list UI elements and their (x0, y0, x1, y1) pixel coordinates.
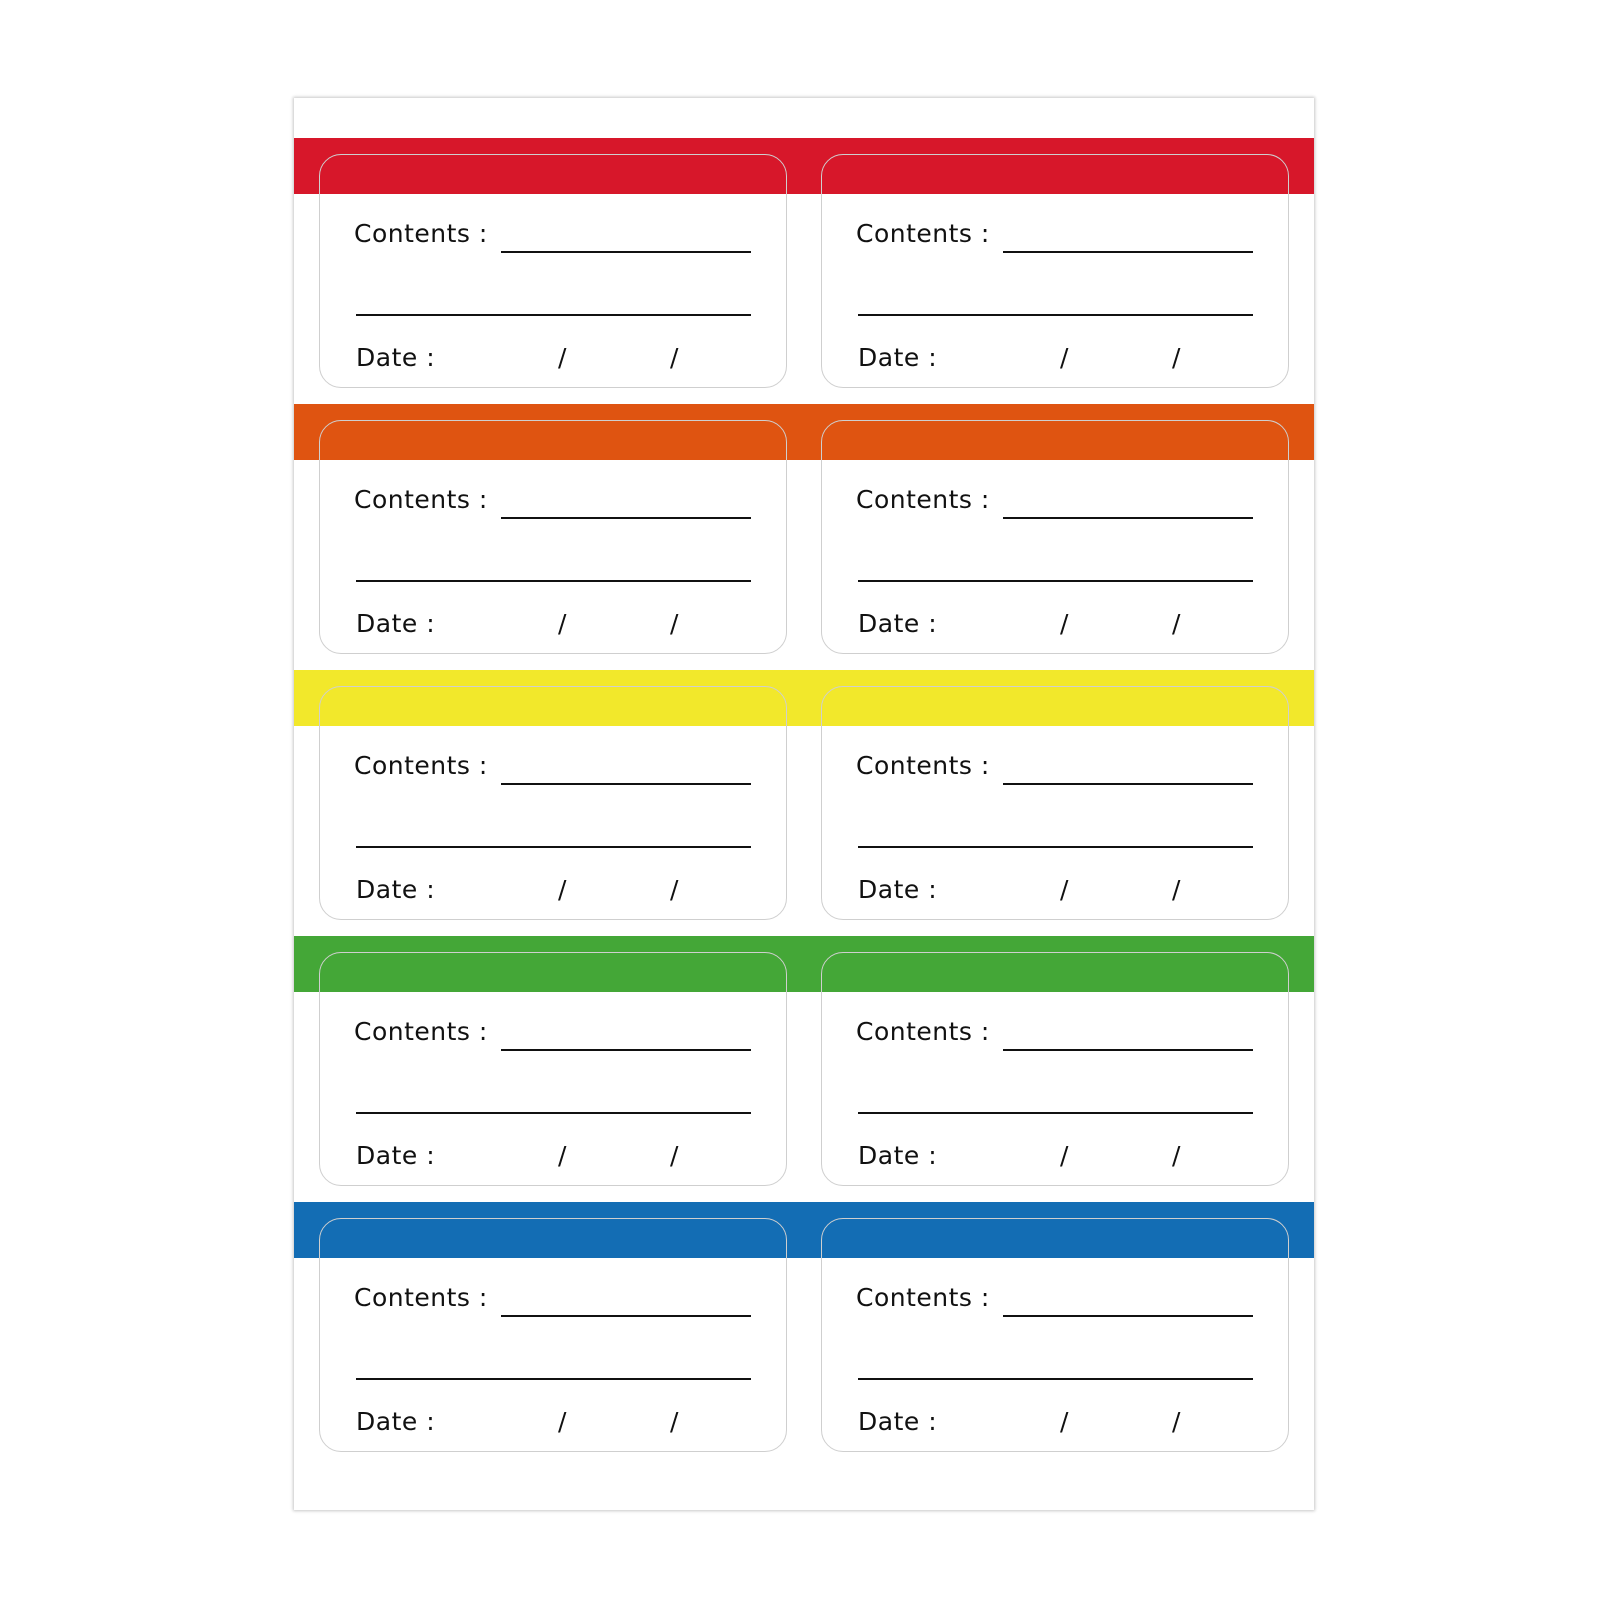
date-label: Date : (858, 875, 938, 904)
date-label: Date : (858, 1407, 938, 1436)
date-separator: / (558, 1407, 567, 1436)
date-separator: / (1060, 1407, 1069, 1436)
label-red-right (821, 154, 1289, 388)
contents-label: Contents : (856, 1017, 990, 1046)
label-yellow-right (821, 686, 1289, 920)
contents-write-line-2 (356, 580, 751, 582)
date-separator: / (558, 609, 567, 638)
date-separator: / (670, 1141, 679, 1170)
date-label: Date : (858, 343, 938, 372)
date-label: Date : (858, 609, 938, 638)
label-green-left (319, 952, 787, 1186)
label-orange-right (821, 420, 1289, 654)
contents-label: Contents : (856, 485, 990, 514)
contents-write-line-2 (858, 1378, 1253, 1380)
date-separator: / (558, 875, 567, 904)
contents-write-line (1003, 783, 1253, 785)
date-separator: / (1060, 875, 1069, 904)
date-separator: / (1172, 1141, 1181, 1170)
date-separator: / (670, 1407, 679, 1436)
date-label: Date : (356, 343, 436, 372)
date-label: Date : (356, 1407, 436, 1436)
contents-label: Contents : (856, 751, 990, 780)
label-orange-left (319, 420, 787, 654)
date-separator: / (1172, 1407, 1181, 1436)
contents-write-line (1003, 517, 1253, 519)
contents-label: Contents : (354, 1283, 488, 1312)
contents-write-line-2 (356, 1112, 751, 1114)
contents-write-line (1003, 1049, 1253, 1051)
contents-write-line (501, 1049, 751, 1051)
contents-write-line (501, 251, 751, 253)
contents-write-line-2 (356, 846, 751, 848)
contents-write-line-2 (858, 1112, 1253, 1114)
date-separator: / (1172, 343, 1181, 372)
label-red-left (319, 154, 787, 388)
date-separator: / (1060, 343, 1069, 372)
contents-label: Contents : (354, 751, 488, 780)
contents-write-line-2 (356, 314, 751, 316)
contents-write-line (501, 517, 751, 519)
contents-write-line-2 (858, 314, 1253, 316)
contents-write-line-2 (858, 580, 1253, 582)
date-separator: / (1060, 609, 1069, 638)
date-label: Date : (356, 1141, 436, 1170)
label-blue-left (319, 1218, 787, 1452)
date-label: Date : (356, 875, 436, 904)
date-separator: / (558, 343, 567, 372)
label-yellow-left (319, 686, 787, 920)
date-separator: / (670, 343, 679, 372)
date-separator: / (558, 1141, 567, 1170)
contents-label: Contents : (856, 1283, 990, 1312)
label-blue-right (821, 1218, 1289, 1452)
contents-write-line-2 (858, 846, 1253, 848)
contents-label: Contents : (354, 485, 488, 514)
contents-write-line (1003, 1315, 1253, 1317)
date-separator: / (1060, 1141, 1069, 1170)
label-sheet (294, 98, 1314, 1510)
contents-write-line (501, 783, 751, 785)
date-separator: / (1172, 875, 1181, 904)
contents-label: Contents : (354, 1017, 488, 1046)
contents-label: Contents : (354, 219, 488, 248)
label-green-right (821, 952, 1289, 1186)
date-label: Date : (858, 1141, 938, 1170)
date-separator: / (1172, 609, 1181, 638)
contents-write-line (501, 1315, 751, 1317)
contents-write-line (1003, 251, 1253, 253)
date-separator: / (670, 875, 679, 904)
contents-label: Contents : (856, 219, 990, 248)
contents-write-line-2 (356, 1378, 751, 1380)
date-label: Date : (356, 609, 436, 638)
date-separator: / (670, 609, 679, 638)
